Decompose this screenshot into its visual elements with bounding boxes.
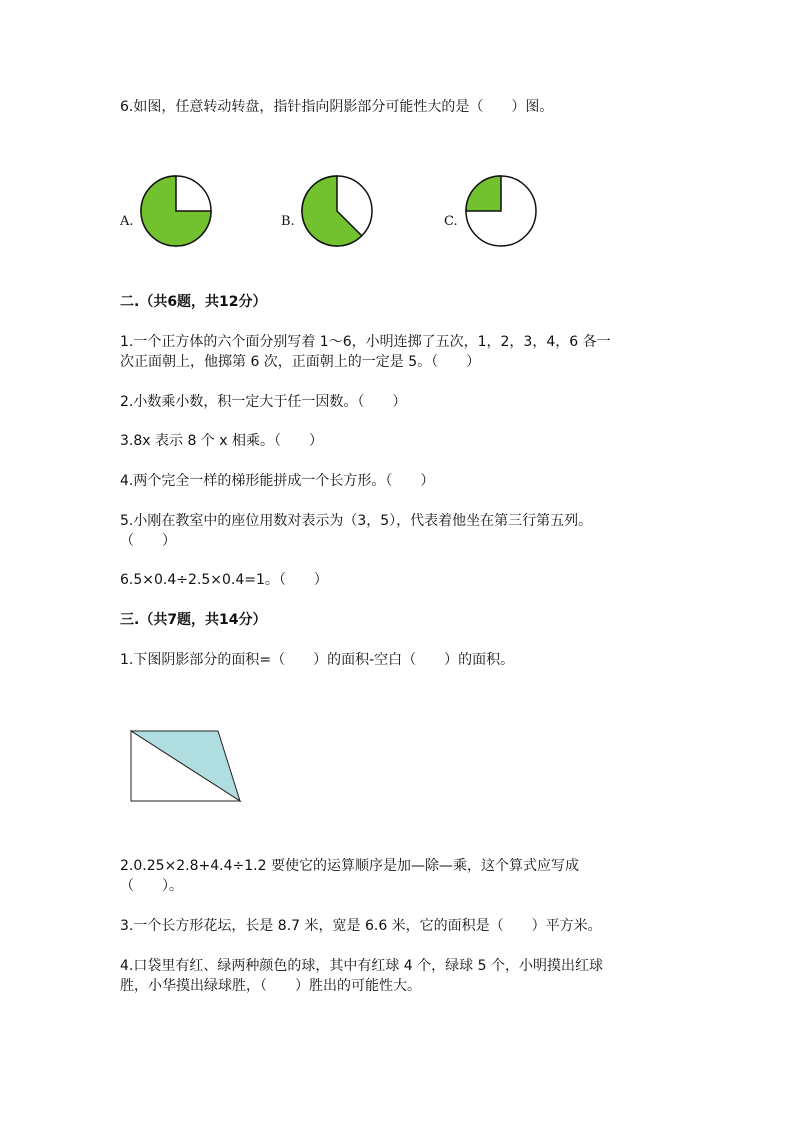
spinner-a-figure xyxy=(140,174,212,248)
trapezoid-figure xyxy=(130,730,242,804)
option-c-label: C. xyxy=(444,214,458,229)
question-6-text: 6.如图，任意转动转盘，指针指向阴影部分可能性大的是（ ）图。 xyxy=(120,99,554,115)
part2-q3: 3.8x 表示 8 个 x 相乘。（ ） xyxy=(120,433,323,449)
part2-q2: 2.小数乘小数，积一定大于任一因数。（ ） xyxy=(120,394,407,410)
part2-q6: 6.5×0.4÷2.5×0.4=1。（ ） xyxy=(120,572,328,588)
option-b-label: B. xyxy=(281,214,295,229)
part3-q2-line1: 2.0.25×2.8+4.4÷1.2 要使它的运算顺序是加—除—乘，这个算式应写成 xyxy=(120,858,579,874)
part3-q4-line1: 4.口袋里有红、绿两种颜色的球，其中有红球 4 个，绿球 5 个，小明摸出红球 xyxy=(120,958,603,974)
part2-q1-line2: 次正面朝上，他掷第 6 次，正面朝上的一定是 5。（ ） xyxy=(120,354,481,370)
part3-q3: 3.一个长方形花坛，长是 8.7 米，宽是 6.6 米，它的面积是（ ）平方米。 xyxy=(120,918,602,934)
part2-q5-line1: 5.小刚在教室中的座位用数对表示为（3，5），代表着他坐在第三行第五列。 xyxy=(120,513,593,529)
part2-heading: 二.（共6题，共12分） xyxy=(120,294,267,310)
part2-q1-line1: 1.一个正方体的六个面分别写着 1～6，小明连掷了五次，1，2，3，4，6 各一 xyxy=(120,334,611,350)
part3-heading: 三.（共7题，共14分） xyxy=(120,612,267,628)
spinner-b-figure xyxy=(301,174,373,248)
spinner-c-figure xyxy=(465,174,537,248)
part2-q5-line2: （ ） xyxy=(120,533,176,549)
part3-q4-line2: 胜，小华摸出绿球胜，（ ）胜出的可能性大。 xyxy=(120,978,421,994)
part3-q2-line2: （ ）。 xyxy=(120,878,183,894)
spinner-c-shaded-sector xyxy=(466,176,501,211)
part2-q4: 4.两个完全一样的梯形能拼成一个长方形。（ ） xyxy=(120,473,435,489)
option-a-label: A. xyxy=(120,214,134,229)
part3-q1: 1.下图阴影部分的面积=（ ）的面积-空白（ ）的面积。 xyxy=(120,652,515,668)
